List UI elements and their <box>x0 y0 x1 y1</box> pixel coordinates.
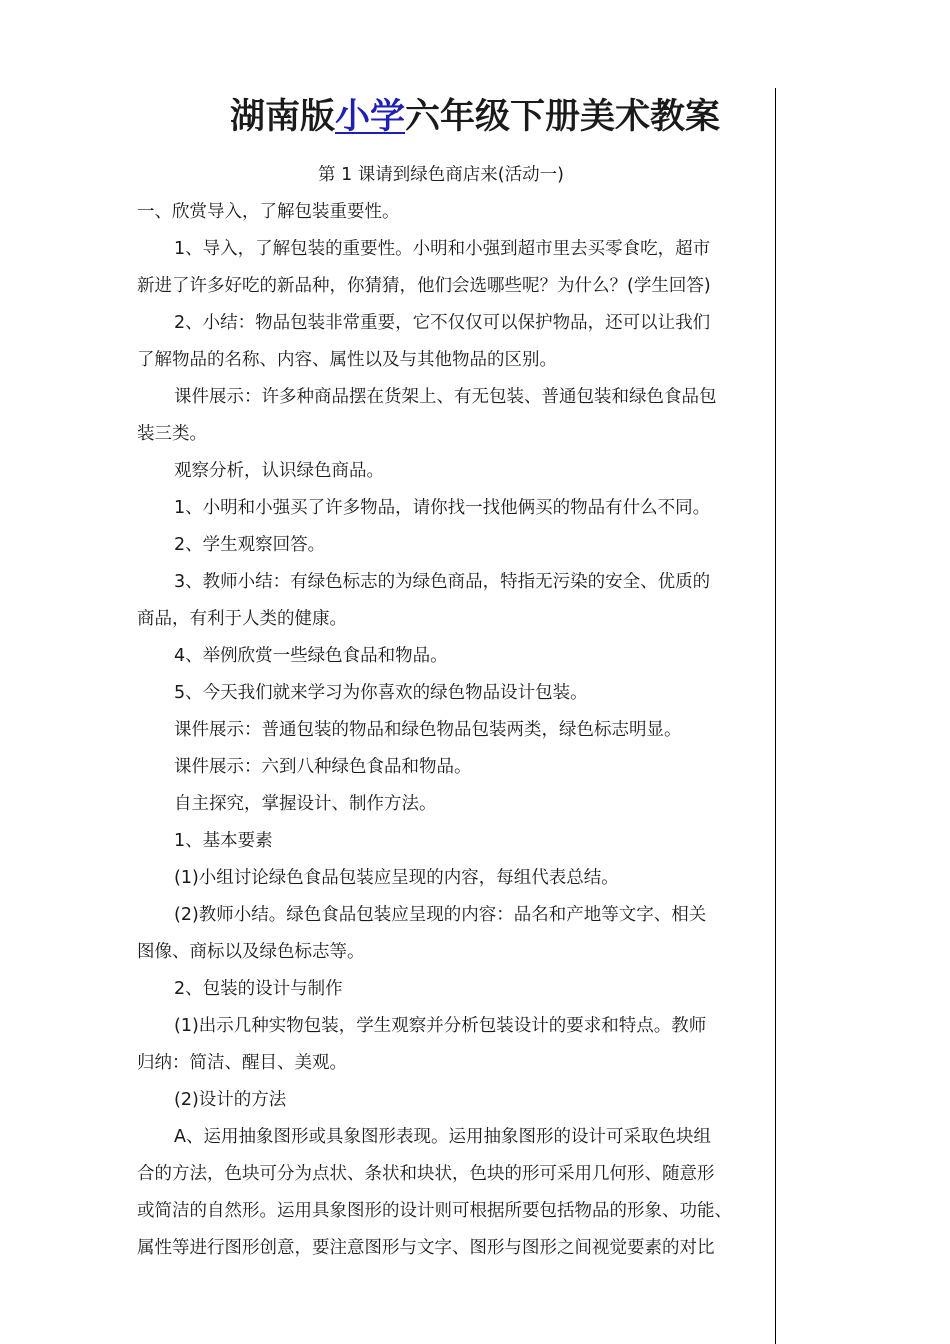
paragraph-line: 合的方法，色块可分为点状、条状和块状，色块的形可采用几何形、随意形 <box>137 1164 715 1184</box>
paragraph-line: 课件展示：普通包装的物品和绿色物品包装两类，绿色标志明显。 <box>174 720 682 740</box>
paragraph-line: (1)出示几种实物包装，学生观察并分析包装设计的要求和特点。教师 <box>174 1016 707 1036</box>
paragraph-line: 5、今天我们就来学习为你喜欢的绿色物品设计包装。 <box>174 683 588 703</box>
paragraph-line: (1)小组讨论绿色食品包装应呈现的内容，每组代表总结。 <box>174 868 619 888</box>
title-prefix: 湖南版 <box>229 97 335 137</box>
paragraph-line: 课件展示：六到八种绿色食品和物品。 <box>174 757 472 777</box>
paragraph-line: 3、教师小结：有绿色标志的为绿色商品，特指无污染的安全、优质的 <box>174 572 711 592</box>
paragraph-line: 了解物品的名称、内容、属性以及与其他物品的区别。 <box>137 350 557 370</box>
section-heading: 一、欣赏导入，了解包装重要性。 <box>137 202 400 222</box>
lesson-subtitle: 第 1 课请到绿色商店来(活动一) <box>318 165 564 185</box>
paragraph-line: 观察分析，认识绿色商品。 <box>174 461 384 481</box>
paragraph-line: 新进了许多好吃的新品种，你猜猜，他们会选哪些呢？为什么？(学生回答) <box>137 276 711 296</box>
paragraph-line: 1、基本要素 <box>174 831 273 851</box>
paragraph-line: (2)设计的方法 <box>174 1090 287 1110</box>
document-title <box>0 94 950 140</box>
paragraph-line: 4、举例欣赏一些绿色食品和物品。 <box>174 646 448 666</box>
paragraph-line: 课件展示：许多种商品摆在货架上、有无包装、普通包装和绿色食品包 <box>174 387 717 407</box>
paragraph-line: 1、导入，了解包装的重要性。小明和小强到超市里去买零食吃，超市 <box>174 239 711 259</box>
paragraph-line: 1、小明和小强买了许多物品，请你找一找他俩买的物品有什么不同。 <box>174 498 711 518</box>
paragraph-line: (2)教师小结。绿色食品包装应呈现的内容：品名和产地等文字、相关 <box>174 905 707 925</box>
paragraph-line: 2、小结：物品包装非常重要，它不仅仅可以保护物品，还可以让我们 <box>174 313 711 333</box>
paragraph-line: 图像、商标以及绿色标志等。 <box>137 942 365 962</box>
paragraph-line: A、运用抽象图形或具象图形表现。运用抽象图形的设计可采取色块组 <box>174 1127 711 1147</box>
paragraph-line: 归纳：简洁、醒目、美观。 <box>137 1053 347 1073</box>
paragraph-line: 自主探究，掌握设计、制作方法。 <box>174 794 437 814</box>
paragraph-line: 或简洁的自然形。运用具象图形的设计则可根据所要包括物品的形象、功能、 <box>137 1201 732 1221</box>
paragraph-line: 属性等进行图形创意，要注意图形与文字、图形与图形之间视觉要素的对比 <box>137 1238 715 1258</box>
paragraph-line: 2、学生观察回答。 <box>174 535 326 555</box>
document-body <box>137 157 769 1267</box>
right-margin-rule <box>775 88 776 1344</box>
title-link[interactable]: 小学 <box>334 97 405 137</box>
paragraph-line: 商品，有利于人类的健康。 <box>137 609 347 629</box>
paragraph-line: 装三类。 <box>137 424 207 444</box>
title-suffix: 六年级下册美术教案 <box>405 97 721 137</box>
paragraph-line: 2、包装的设计与制作 <box>174 979 343 999</box>
